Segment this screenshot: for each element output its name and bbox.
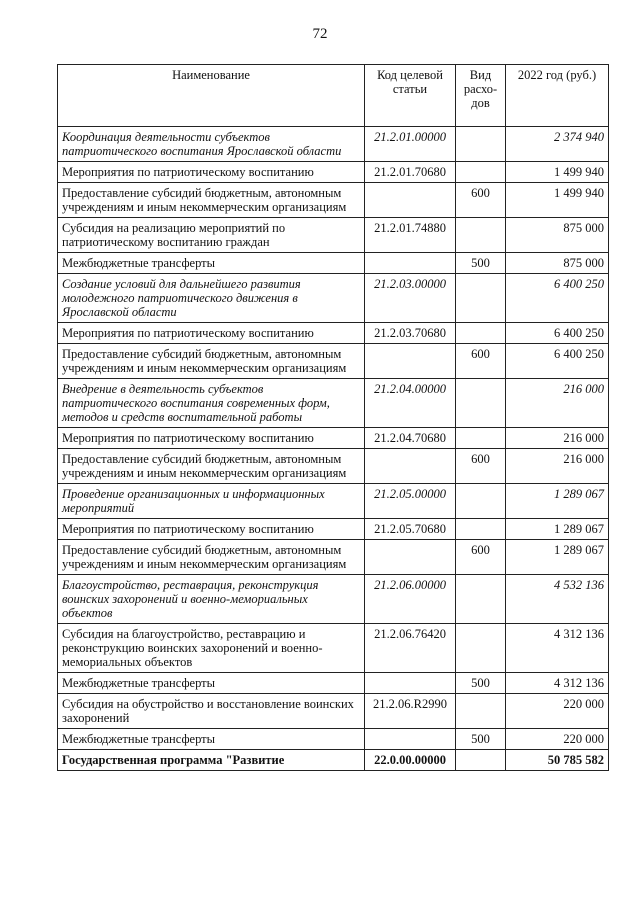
cell-type xyxy=(456,379,506,428)
cell-type xyxy=(456,484,506,519)
table-row xyxy=(58,694,609,729)
table-header-row xyxy=(58,65,609,127)
cell-sum: 220 000 xyxy=(506,694,609,729)
cell-type: 600 xyxy=(456,183,506,218)
cell-name: Создание условий для дальнейшего развития молодежного патриотического движения в Ярославской области xyxy=(58,274,365,323)
cell-code xyxy=(365,673,456,694)
cell-sum: 1 289 067 xyxy=(506,484,609,519)
cell-name: Субсидия на благоустройство, реставрацию и реконструкцию воинских захоронений и военно-мемориальных объектов xyxy=(58,624,365,673)
cell-code: 21.2.04.70680 xyxy=(365,428,456,449)
cell-type xyxy=(456,750,506,771)
cell-sum: 216 000 xyxy=(506,428,609,449)
cell-code: 21.2.05.00000 xyxy=(365,484,456,519)
cell-sum: 4 312 136 xyxy=(506,673,609,694)
cell-name: Мероприятия по патриотическому воспитанию xyxy=(58,162,365,183)
header-name: Наименование xyxy=(58,65,365,127)
cell-sum: 216 000 xyxy=(506,449,609,484)
cell-sum: 50 785 582 xyxy=(506,750,609,771)
cell-type xyxy=(456,127,506,162)
cell-type xyxy=(456,218,506,253)
cell-type xyxy=(456,575,506,624)
cell-sum: 1 499 940 xyxy=(506,183,609,218)
cell-name: Предоставление субсидий бюджетным, автономным учреждениям и иным некоммерческим организациям xyxy=(58,344,365,379)
cell-sum: 875 000 xyxy=(506,253,609,274)
cell-type: 500 xyxy=(456,253,506,274)
table-row xyxy=(58,379,609,428)
header-type: Вид расхо-дов xyxy=(456,65,506,127)
cell-sum: 6 400 250 xyxy=(506,274,609,323)
cell-code xyxy=(365,344,456,379)
header-sum: 2022 год (руб.) xyxy=(506,65,609,127)
cell-code xyxy=(365,449,456,484)
cell-sum: 220 000 xyxy=(506,729,609,750)
cell-code xyxy=(365,540,456,575)
table-row xyxy=(58,274,609,323)
table-row xyxy=(58,729,609,750)
cell-name: Мероприятия по патриотическому воспитанию xyxy=(58,323,365,344)
cell-name: Благоустройство, реставрация, реконструкция воинских захоронений и военно-мемориальных объектов xyxy=(58,575,365,624)
table-row xyxy=(58,323,609,344)
cell-code: 21.2.05.70680 xyxy=(365,519,456,540)
table-row xyxy=(58,428,609,449)
cell-name: Межбюджетные трансферты xyxy=(58,253,365,274)
cell-code: 21.2.06.R2990 xyxy=(365,694,456,729)
cell-sum: 4 532 136 xyxy=(506,575,609,624)
cell-code xyxy=(365,729,456,750)
cell-sum: 6 400 250 xyxy=(506,323,609,344)
cell-name: Координация деятельности субъектов патриотического воспитания Ярославской области xyxy=(58,127,365,162)
table-row xyxy=(58,673,609,694)
cell-type xyxy=(456,274,506,323)
cell-name: Предоставление субсидий бюджетным, автономным учреждениям и иным некоммерческим организациям xyxy=(58,540,365,575)
cell-type xyxy=(456,428,506,449)
cell-code: 21.2.04.00000 xyxy=(365,379,456,428)
cell-type xyxy=(456,162,506,183)
cell-type: 600 xyxy=(456,540,506,575)
cell-code xyxy=(365,183,456,218)
table-row xyxy=(58,449,609,484)
table-row xyxy=(58,253,609,274)
cell-name: Межбюджетные трансферты xyxy=(58,729,365,750)
cell-type: 500 xyxy=(456,729,506,750)
cell-sum: 4 312 136 xyxy=(506,624,609,673)
budget-table xyxy=(57,64,609,771)
page-number: 72 xyxy=(312,26,328,42)
table-row xyxy=(58,218,609,253)
cell-sum: 1 289 067 xyxy=(506,519,609,540)
table-row xyxy=(58,162,609,183)
table-row xyxy=(58,183,609,218)
cell-sum: 216 000 xyxy=(506,379,609,428)
cell-code: 21.2.01.00000 xyxy=(365,127,456,162)
table-body xyxy=(58,127,609,771)
cell-name: Межбюджетные трансферты xyxy=(58,673,365,694)
cell-name: Предоставление субсидий бюджетным, автономным учреждениям и иным некоммерческим организациям xyxy=(58,183,365,218)
cell-name: Государственная программа "Развитие xyxy=(58,750,365,771)
table-row xyxy=(58,750,609,771)
cell-sum: 1 499 940 xyxy=(506,162,609,183)
cell-code xyxy=(365,253,456,274)
cell-code: 21.2.03.70680 xyxy=(365,323,456,344)
cell-type xyxy=(456,519,506,540)
table-row xyxy=(58,575,609,624)
table-row xyxy=(58,624,609,673)
cell-type: 500 xyxy=(456,673,506,694)
cell-code: 21.2.03.00000 xyxy=(365,274,456,323)
cell-type: 600 xyxy=(456,344,506,379)
cell-type xyxy=(456,694,506,729)
cell-type: 600 xyxy=(456,449,506,484)
cell-sum: 2 374 940 xyxy=(506,127,609,162)
header-code: Код целевой статьи xyxy=(365,65,456,127)
cell-name: Субсидия на обустройство и восстановление воинских захоронений xyxy=(58,694,365,729)
cell-sum: 875 000 xyxy=(506,218,609,253)
cell-sum: 1 289 067 xyxy=(506,540,609,575)
table-row xyxy=(58,519,609,540)
cell-type xyxy=(456,323,506,344)
cell-name: Предоставление субсидий бюджетным, автономным учреждениям и иным некоммерческим организациям xyxy=(58,449,365,484)
table-row xyxy=(58,540,609,575)
cell-name: Мероприятия по патриотическому воспитанию xyxy=(58,428,365,449)
cell-name: Проведение организационных и информационных мероприятий xyxy=(58,484,365,519)
cell-code: 21.2.06.76420 xyxy=(365,624,456,673)
cell-name: Субсидия на реализацию мероприятий по патриотическому воспитанию граждан xyxy=(58,218,365,253)
cell-code: 21.2.06.00000 xyxy=(365,575,456,624)
cell-name: Внедрение в деятельность субъектов патриотического воспитания современных форм, методов и средств воспитательной работы xyxy=(58,379,365,428)
table-row xyxy=(58,127,609,162)
cell-code: 21.2.01.74880 xyxy=(365,218,456,253)
cell-code: 22.0.00.00000 xyxy=(365,750,456,771)
cell-code: 21.2.01.70680 xyxy=(365,162,456,183)
table-row xyxy=(58,344,609,379)
cell-type xyxy=(456,624,506,673)
cell-name: Мероприятия по патриотическому воспитанию xyxy=(58,519,365,540)
cell-sum: 6 400 250 xyxy=(506,344,609,379)
table-row xyxy=(58,484,609,519)
